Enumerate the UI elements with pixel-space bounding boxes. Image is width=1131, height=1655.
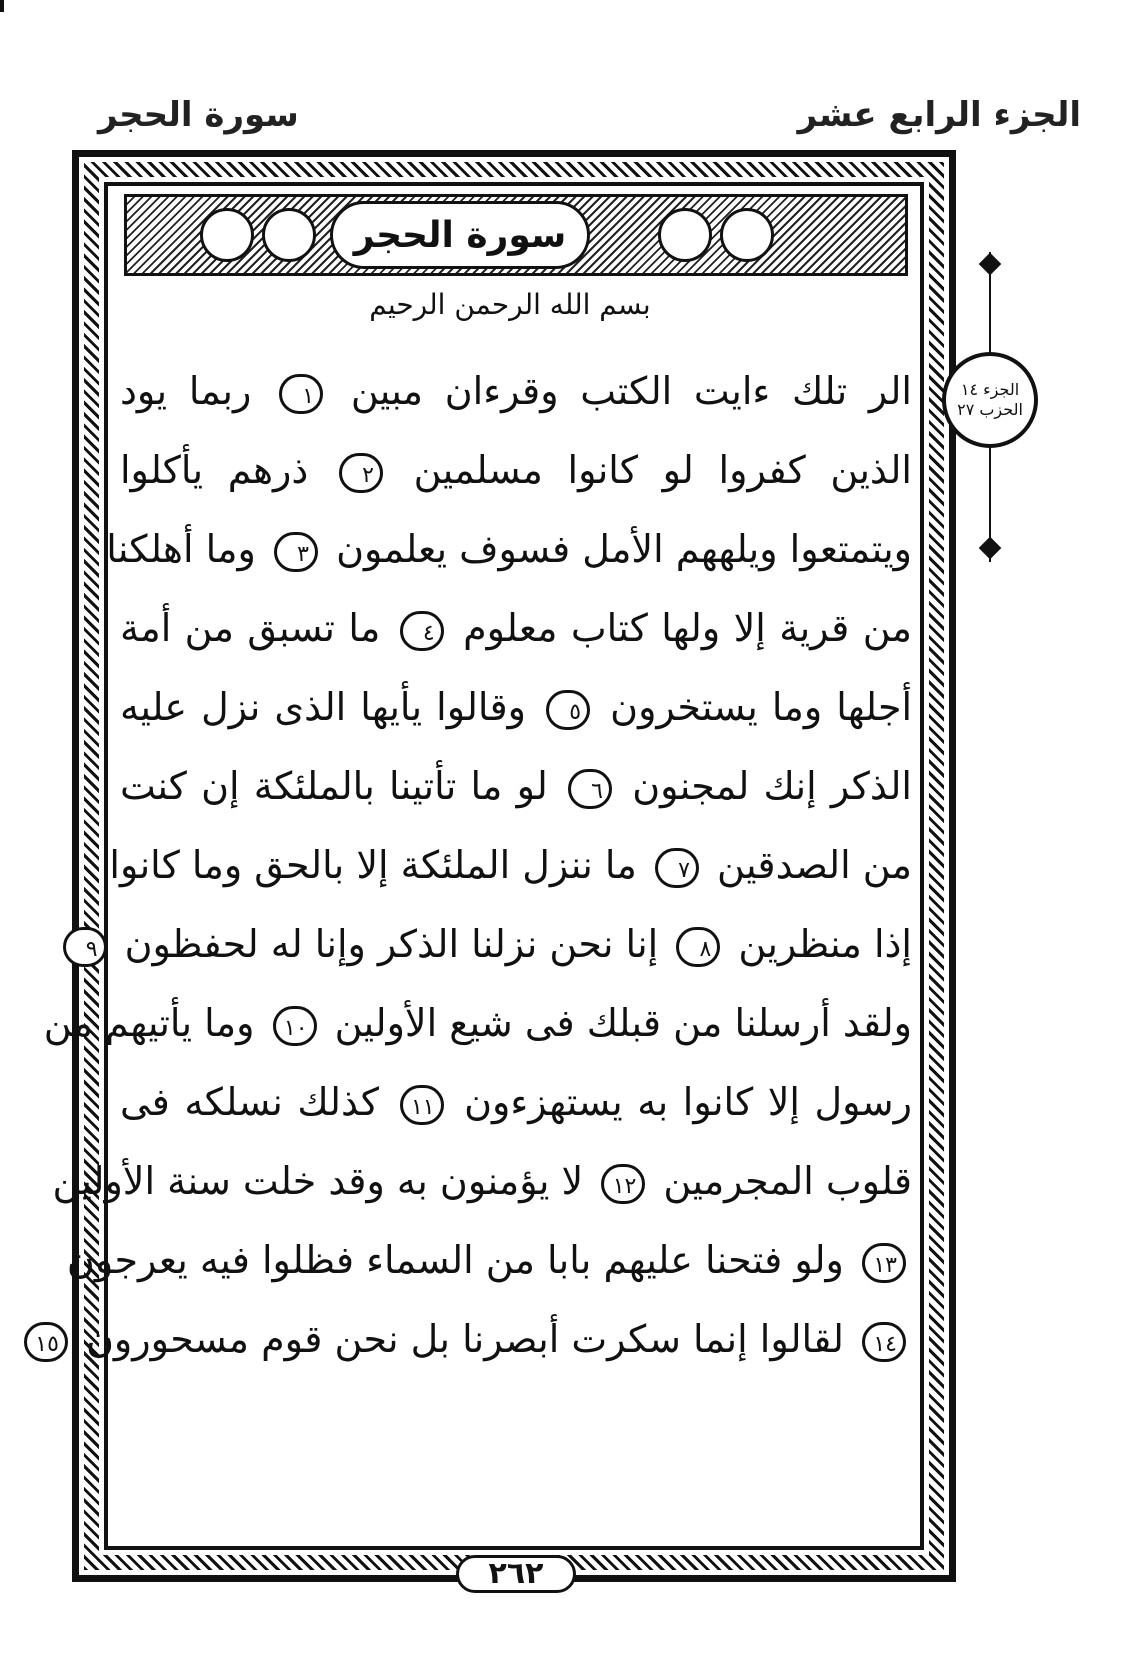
basmala: بسم الله الرحمن الرحيم	[369, 288, 651, 321]
line-text-after: لو ما تأتينا بالملئكة إن كنت	[120, 764, 548, 808]
ayah-number-marker: ١١	[400, 1085, 444, 1125]
hizb-label: الحزب ٢٧	[957, 400, 1023, 419]
line-text: أجلها وما يستخرون	[610, 685, 912, 729]
line-text-after: لا يؤمنون به وقد خلت سنة الأولين	[52, 1159, 584, 1203]
verse-line	[120, 431, 912, 510]
line-text: إذا منظرين	[738, 922, 912, 966]
verse-line	[109, 826, 912, 905]
side-marker-bottom-diamond	[979, 537, 1002, 560]
verse-line	[120, 352, 912, 431]
line-text: رسول إلا كانوا به يستهزءون	[464, 1080, 912, 1124]
line-text-after: لقالوا إنما سكرت أبصرنا بل نحن قوم مسحورون	[86, 1317, 844, 1361]
ayah-number-marker: ٣	[274, 532, 318, 572]
verse-line	[35, 1300, 912, 1379]
ayah-number-marker: ١٤	[862, 1322, 906, 1362]
line-text-after: ما تسبق من أمة	[120, 606, 381, 650]
line-text-after: إنا نحن نزلنا الذكر وإنا له لحفظون	[124, 922, 659, 966]
verse-line	[120, 589, 912, 668]
line-text-after: وما يأتيهم من	[43, 1001, 255, 1045]
line-text: من الصدقين	[717, 843, 912, 887]
surah-title-box	[330, 201, 590, 269]
side-marker-top-diamond	[979, 253, 1002, 276]
running-head-juz: الجزء الرابع عشر	[797, 95, 1081, 135]
verse-line	[52, 1142, 912, 1221]
verse-line	[85, 905, 912, 984]
line-text: الذكر إنك لمجنون	[632, 764, 912, 808]
ayah-number-marker: ١٣	[862, 1243, 906, 1283]
line-text-after: ذرهم يأكلوا	[120, 448, 309, 492]
line-text: ويتمتعوا ويلههم الأمل فسوف يعلمون	[336, 527, 912, 571]
scan-mark	[0, 0, 4, 12]
line-text-after: كذلك نسلكه فى	[120, 1080, 380, 1124]
ayah-number-marker-end: ١٥	[24, 1322, 68, 1362]
ayah-number-marker: ٨	[676, 927, 720, 967]
line-text-after: وما أهلكنا	[106, 527, 256, 571]
ayah-number-marker: ٥	[546, 690, 590, 730]
page-number: ٢٦٢	[456, 1555, 576, 1593]
verse-text-area	[35, 352, 912, 1379]
ayah-number-marker: ٦	[568, 769, 612, 809]
ayah-number-marker: ١	[279, 374, 323, 414]
ornament-right-inner	[658, 208, 712, 262]
line-text-after: ما ننزل الملئكة إلا بالحق وما كانوا	[109, 843, 637, 887]
ayah-number-marker: ٤	[400, 611, 444, 651]
ayah-number-marker: ١٠	[273, 1006, 317, 1046]
verse-line	[120, 668, 912, 747]
ayah-number-marker: ٢	[339, 453, 383, 493]
line-text-after: ربما يود	[120, 369, 252, 413]
surah-title: سورة الحجر	[353, 214, 567, 256]
line-text: الذين كفروا لو كانوا مسلمين	[413, 448, 912, 492]
line-text: ولقد أرسلنا من قبلك فى شيع الأولين	[334, 1001, 912, 1045]
line-text-after: وقالوا يأيها الذى نزل عليه	[120, 685, 527, 729]
ayah-number-marker: ١٢	[601, 1164, 645, 1204]
line-text-after: ولو فتحنا عليهم بابا من السماء فظلوا فيه يعرجون	[66, 1238, 844, 1282]
running-head-surah: سورة الحجر	[98, 95, 299, 135]
verse-line	[43, 984, 912, 1063]
ornament-right-outer	[720, 208, 774, 262]
ornament-left-outer	[200, 208, 254, 262]
line-text: الر تلك ءايت الكتب وقرءان مبين	[350, 369, 912, 413]
verse-line	[66, 1221, 912, 1300]
ayah-number-marker: ٧	[655, 848, 699, 888]
juz-hizb-medallion	[942, 352, 1038, 448]
juz-label: الجزء ١٤	[960, 380, 1020, 399]
verse-line	[106, 510, 912, 589]
ornament-left-inner	[262, 208, 316, 262]
line-text: قلوب المجرمين	[663, 1159, 912, 1203]
verse-line	[120, 1063, 912, 1142]
verse-line	[120, 747, 912, 826]
ayah-number-marker-end: ٩	[63, 927, 107, 967]
line-text: من قرية إلا ولها كتاب معلوم	[463, 606, 912, 650]
